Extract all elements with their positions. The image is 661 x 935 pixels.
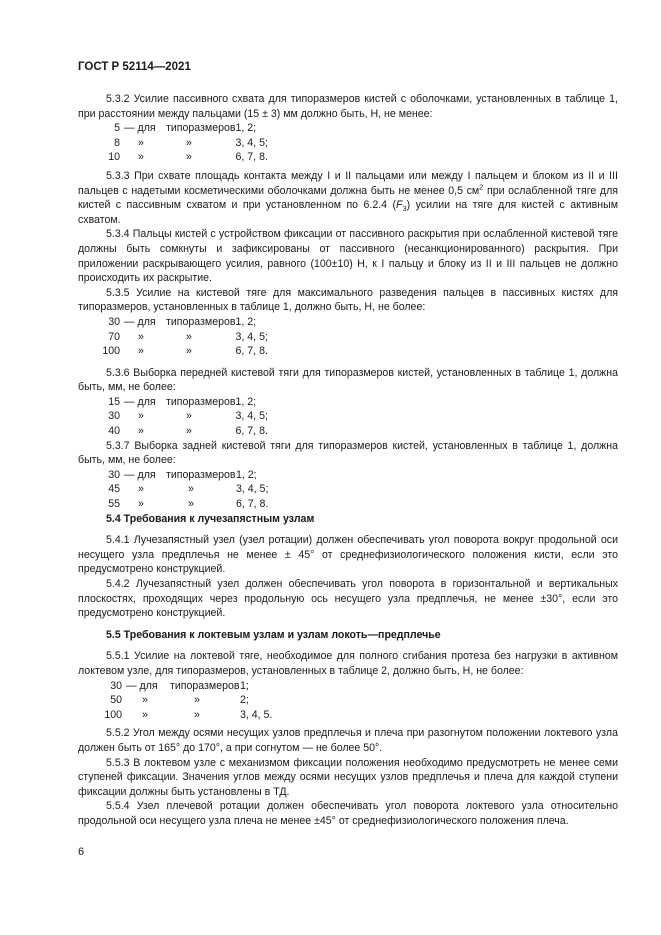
values-list-5-5-1 <box>98 679 272 723</box>
clause-5-5-4: 5.5.4 Узел плечевой ротации должен обеспечивать угол поворота локтевого узла относительно продольной оси несущего узла плеча не менее ±45° от среднефизиологического положения плеча. <box>78 800 618 827</box>
value-row: 70 » » 3, 4, 5; <box>108 330 268 343</box>
clause-5-5-1: 5.5.1 Усилие на локтевой тяге, необходимое для полного сгибания протеза без нагрузки в активном локтевом узле, для типоразмеров, установленных в таблице 2, должно быть, Н, не более: <box>78 650 618 677</box>
value-row: 10 » » 6, 7, 8. <box>108 151 268 164</box>
value-row: 5 — для типоразмеров 1, 2; <box>114 122 257 135</box>
document-body <box>78 92 618 829</box>
value-row: 30 — для типоразмеров 1; <box>110 679 249 692</box>
value-row: 30 — для типоразмеров 1, 2; <box>108 468 257 481</box>
section-heading-5-5: 5.5 Требования к локтевым узлам и узлам локоть—предплечье <box>106 628 441 641</box>
clause-5-3-5: 5.3.5 Усилие на кистевой тяге для максимального разведения пальцев в пассивных кистях для типоразмеров, установленных в таблице 1, должно быть, Н, не более: <box>78 286 618 314</box>
clause-5-3-7: 5.3.7 Выборка задней кистевой тяги для типоразмеров кистей, установленных в таблице 1, должна быть, мм, не более: <box>78 439 618 467</box>
value-row: 55 » » 6, 7, 8. <box>108 498 269 511</box>
values-list-5-3-7 <box>94 468 268 512</box>
clause-5-4-2: 5.4.2 Лучезапястный узел должен обеспечивать угол поворота в горизонтальной и вертикальных плоскостях, проходящих через продольную ось несущего узла предплечья, не менее ±30°, если это предусмотрено конструкцией. <box>78 578 618 620</box>
value-row: 8 » » 3, 4, 5; <box>114 136 268 149</box>
value-row: 100 » » 6, 7, 8. <box>102 345 268 358</box>
section-heading-5-4: 5.4 Требования к лучезапястным узлам <box>106 512 315 525</box>
values-list-5-3-5 <box>96 315 268 359</box>
value-row: 30 — для типоразмеров 1, 2; <box>108 315 257 328</box>
clause-5-4-1: 5.4.1 Лучезапястный узел (узел ротации) должен обеспечивать угол поворота вокруг продольной оси несущего узла предплечья не менее ± 45° от среднефизиологического положения кисти, если это предусмотрено конструкцией. <box>78 534 618 576</box>
value-row: 50 » » 2; <box>110 694 249 707</box>
value-row: 45 » » 3, 4, 5; <box>108 483 269 496</box>
page-number: 6 <box>78 846 85 858</box>
value-row: 40 » » 6, 7, 8. <box>108 425 268 438</box>
value-row: 100 » » 3, 4, 5. <box>104 708 273 721</box>
clause-5-3-2: 5.3.2 Усилие пассивного схвата для типоразмеров кистей с оболочками, установленных в таблице 1, при расстоянии между пальцами (15 ± 3) мм должно быть, Н, не менее: <box>78 93 618 120</box>
document-header: ГОСТ Р 52114—2021 <box>78 61 191 73</box>
clause-5-3-3: 5.3.3 При схвате площадь контакта между I и II пальцами или между I пальцем и блоком из II и III пальцев с надетыми косметическими оболочками должна быть не менее 0,5 $см^2$ при ослабленной тяге для кистей с пассивным схватом и при установленном по 6.2.4 $(F_3)$ усилии на тяге для кистей с активным схватом. <box>78 169 618 226</box>
values-list-5-3-6 <box>98 395 268 439</box>
value-row: 30 » » 3, 4, 5; <box>108 410 268 423</box>
clause-5-5-2: 5.5.2 Угол между осями несущих узлов предплечья и плеча при разогнутом положении локтевого узла должен быть от 165° до 170°, а при согнутом — не более 50°. <box>78 727 618 754</box>
value-row: 15 — для типоразмеров 1, 2; <box>108 395 257 408</box>
values-list-5-3-2 <box>98 121 268 165</box>
clause-5-3-6: 5.3.6 Выборка передней кистевой тяги для типоразмеров кистей, установленных в таблице 1, должна быть, мм, не более: <box>78 366 618 394</box>
clause-5-5-3: 5.5.3 В локтевом узле с механизмом фиксации положения необходимо предусмотреть не менее семи ступеней фиксации. Значения углов между осями несущих узлов предплечья и плеча для каждой ступени фиксации должны быть установлены в ТД. <box>78 756 618 798</box>
clause-5-3-4: 5.3.4 Пальцы кистей с устройством фиксации от пассивного раскрытия при ослабленной кистевой тяге должны быть сомкнуты и зафиксированы от пассивного (несанкционированного) раскрытия. При приложении раскрывающего усилия, равного (100±10) Н, к I пальцу и блоку из II и III пальцев не должно происходить их раскрытие. <box>78 228 618 285</box>
